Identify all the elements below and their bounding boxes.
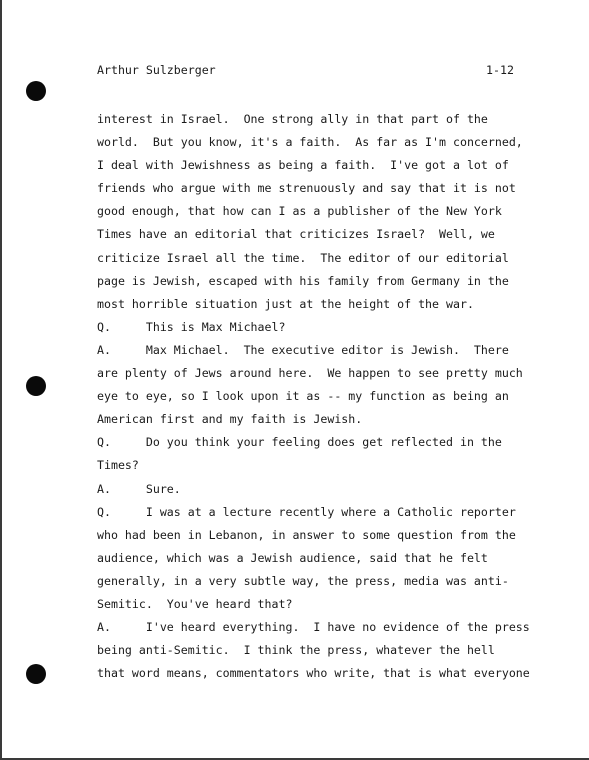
- header-page-number: 1-12: [486, 63, 514, 77]
- transcript-line: that word means, commentators who write, that is what everyone: [97, 666, 530, 681]
- header-speaker-name: Arthur Sulzberger: [97, 63, 216, 77]
- transcript-line: interest in Israel. One strong ally in that part of the: [97, 112, 488, 126]
- transcript-line: are plenty of Jews around here. We happen to see pretty much: [97, 366, 523, 381]
- transcript-line: most horrible situation just at the height of the war.: [97, 296, 474, 311]
- transcript-line: world. But you know, it's a faith. As far as I'm concerned,: [97, 135, 523, 150]
- transcript-line: being anti-Semitic. I think the press, whatever the hell: [97, 643, 495, 658]
- transcript-line: Q. Do you think your feeling does get reflected in the: [97, 435, 502, 450]
- binder-hole-top: [26, 81, 46, 101]
- transcript-line: Times?: [97, 458, 139, 473]
- page-left-edge: [0, 0, 2, 760]
- transcript-line: good enough, that how can I as a publisher of the New York: [97, 204, 502, 219]
- transcript-line: A. Max Michael. The executive editor is Jewish. There: [97, 342, 509, 357]
- transcript-line: American first and my faith is Jewish.: [97, 412, 363, 427]
- transcript-line: friends who argue with me strenuously and say that it is not: [97, 181, 516, 196]
- transcript-line: A. Sure.: [97, 481, 181, 496]
- transcript-line: Q. I was at a lecture recently where a Catholic reporter: [97, 504, 516, 519]
- transcript-line: eye to eye, so I look upon it as -- my function as being an: [97, 389, 509, 404]
- transcript-line: Q. This is Max Michael?: [97, 319, 286, 334]
- transcript-line: I deal with Jewishness as being a faith. I've got a lot of: [97, 158, 509, 173]
- transcript-body: [97, 108, 537, 685]
- transcript-line: generally, in a very subtle way, the press, media was anti-: [97, 573, 509, 588]
- binder-hole-bottom: [26, 664, 46, 684]
- transcript-line: page is Jewish, escaped with his family from Germany in the: [97, 273, 509, 288]
- transcript-line: criticize Israel all the time. The editor of our editorial: [97, 250, 509, 265]
- transcript-line: A. I've heard everything. I have no evidence of the press: [97, 620, 530, 635]
- binder-hole-middle: [26, 376, 46, 396]
- transcript-line: Times have an editorial that criticizes Israel? Well, we: [97, 227, 495, 242]
- transcript-line: who had been in Lebanon, in answer to some question from the: [97, 527, 516, 542]
- transcript-line: audience, which was a Jewish audience, said that he felt: [97, 550, 488, 565]
- transcript-line: Semitic. You've heard that?: [97, 596, 293, 611]
